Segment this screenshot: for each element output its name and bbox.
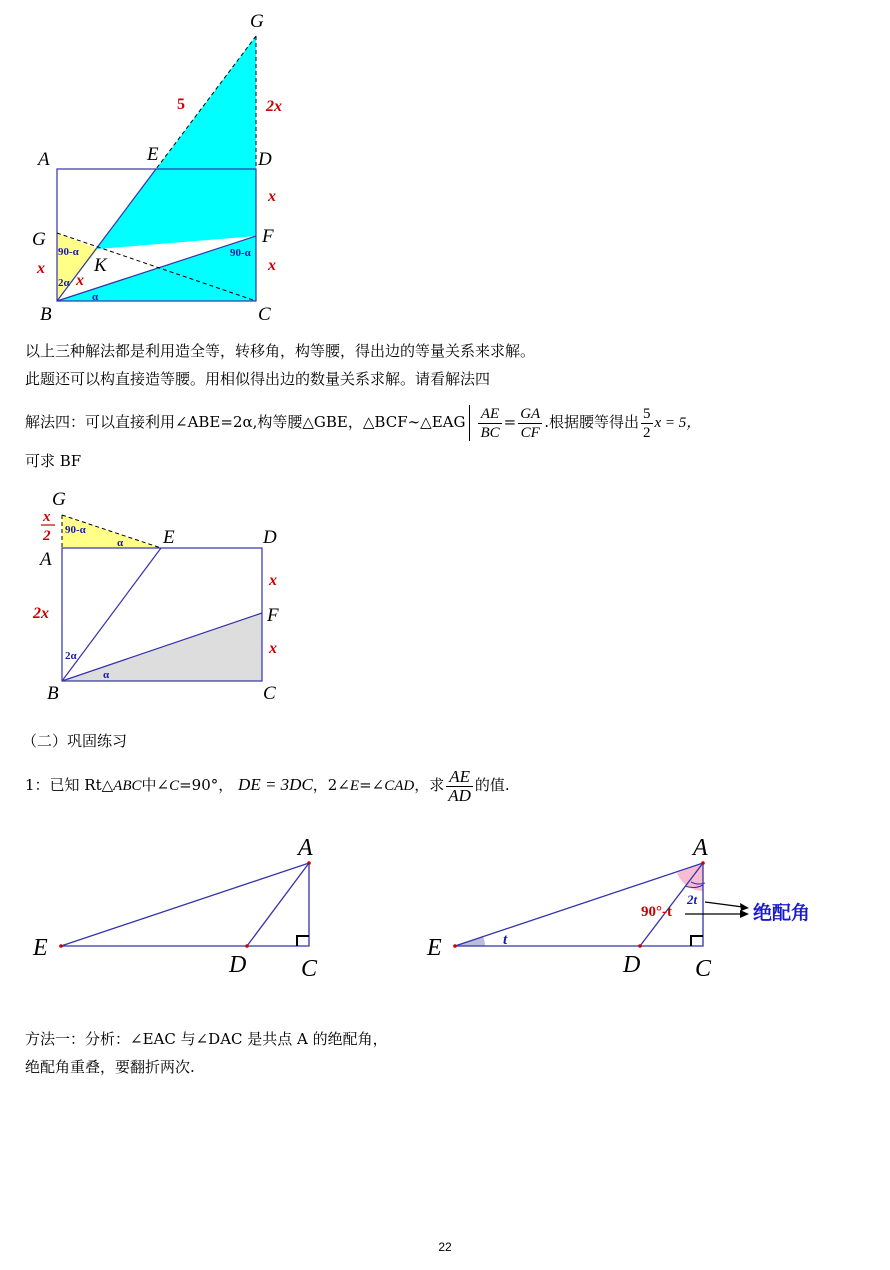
paragraph-2: 此题还可以构直接造等腰。用相似得出边的数量关系求解。请看解法四 xyxy=(25,370,491,388)
method-1-line-2: 绝配角重叠，要翻折两次. xyxy=(25,1058,195,1076)
fraction-ae-bc: $\frac{AE}{BC}$ xyxy=(480,405,500,441)
label-e-4: E xyxy=(427,935,442,961)
label-x-r2: x xyxy=(269,640,277,657)
label-90-t: 90°-t xyxy=(641,904,672,920)
q1-e: DE = 3DC xyxy=(238,775,313,794)
arrow-2-head xyxy=(740,910,749,918)
label-f: F xyxy=(262,226,274,247)
label-x-r1: x xyxy=(269,572,277,589)
dot-d xyxy=(245,944,249,948)
dot-e xyxy=(59,944,63,948)
q1-i: CAD xyxy=(384,778,415,794)
label-c-2: C xyxy=(263,683,276,704)
method-1-line-1: 方法一：分析：∠EAC 与∠DAC 是共点 A 的绝配角， xyxy=(25,1030,388,1048)
label-x-left: x xyxy=(37,260,45,277)
label-a: A xyxy=(38,149,50,170)
angle-a: α xyxy=(92,291,99,303)
q1-g: E xyxy=(349,778,360,794)
line-ad xyxy=(247,863,309,946)
q1-abc: ABC xyxy=(113,778,142,794)
dot-d-4 xyxy=(638,944,642,948)
right-angle-c-4 xyxy=(691,936,703,946)
paragraph-3 xyxy=(25,402,701,443)
q1-c: C xyxy=(169,778,180,794)
arrow-1-head xyxy=(740,903,749,911)
label-e: E xyxy=(147,144,159,165)
triangle-eac xyxy=(61,863,309,946)
label-x-mid: x xyxy=(76,272,84,289)
angle-a-bottom-2: α xyxy=(103,669,110,681)
angle-90a-left: 90-α xyxy=(58,246,79,258)
dot-e-4 xyxy=(453,944,457,948)
p3-text-b: .根据腰等得出 xyxy=(544,413,639,431)
label-d-2: D xyxy=(263,527,277,548)
fraction-5-2: $\frac{5}{2}$ xyxy=(643,405,651,441)
label-c-3: C xyxy=(301,956,318,980)
angle-2a: 2α xyxy=(58,277,70,289)
label-f-2: F xyxy=(267,605,279,626)
q1-a: 1：已知 Rt△ xyxy=(25,776,114,794)
paragraph-1: 以上三种解法都是利用造全等，转移角，构等腰，得出边的等量关系来求解。 xyxy=(25,342,536,360)
label-2x: 2x xyxy=(266,98,282,115)
p3-text-a: 解法四：可以直接利用∠ABE=2α,构等腰△GBE，△BCF∼△EAG xyxy=(25,413,466,431)
label-x-den: 2 xyxy=(43,528,51,544)
p3-text-c: x = 5， xyxy=(654,415,702,431)
label-five: 5 xyxy=(177,96,185,113)
label-c-4: C xyxy=(695,956,712,980)
dot-a xyxy=(307,861,311,865)
paragraph-4: 可求 BF xyxy=(25,452,82,470)
q1-j: ，求 xyxy=(414,776,445,794)
label-e-2: E xyxy=(163,527,175,548)
label-jue-pei-jiao: 绝配角 xyxy=(753,902,811,924)
dot-a-4 xyxy=(701,861,705,865)
fraction-ae-ad: $\frac{AE}{AD}$ xyxy=(448,766,471,805)
label-d: D xyxy=(258,149,272,170)
q1-b: 中∠ xyxy=(141,776,170,794)
question-1 xyxy=(25,762,510,809)
angle-2a-2: 2α xyxy=(65,650,77,662)
arrow-1-line xyxy=(705,902,743,907)
label-2x-2: 2x xyxy=(33,605,49,622)
label-k: K xyxy=(94,255,107,276)
label-g-2: G xyxy=(52,489,66,510)
label-g-left: G xyxy=(32,229,46,250)
p3-equals: = xyxy=(503,413,517,431)
label-d-3: D xyxy=(229,952,247,978)
label-a-2: A xyxy=(40,549,52,570)
label-x-right2: x xyxy=(268,257,276,274)
right-angle-c xyxy=(297,936,309,946)
page-number: 22 xyxy=(438,1240,452,1254)
label-x-right1: x xyxy=(268,188,276,205)
label-a-4: A xyxy=(693,835,708,861)
label-a-3: A xyxy=(298,835,313,861)
q1-h: =∠ xyxy=(359,776,385,794)
angle-90a-right: 90-α xyxy=(230,247,251,259)
figure-2 xyxy=(25,485,295,710)
figure-1 xyxy=(20,5,320,325)
section-heading: （二）巩固练习 xyxy=(22,732,128,750)
label-t: t xyxy=(503,932,508,948)
label-d-4: D xyxy=(623,952,641,978)
q1-d: =90°， xyxy=(179,776,234,794)
figure-3 xyxy=(25,830,345,980)
label-b: B xyxy=(40,304,52,325)
label-g-top: G xyxy=(250,11,264,32)
angle-90a-2: 90-α xyxy=(65,524,86,536)
figure-4 xyxy=(415,830,835,980)
angle-a-top-2: α xyxy=(117,537,124,549)
fraction-ga-cf: $\frac{GA}{CF}$ xyxy=(520,405,541,441)
label-2t: 2t xyxy=(687,892,698,907)
q1-f: ，2∠ xyxy=(312,776,350,794)
label-x-num: x xyxy=(43,509,51,525)
label-e-3: E xyxy=(33,935,48,961)
label-b-2: B xyxy=(47,683,59,704)
label-c: C xyxy=(258,304,271,325)
q1-k: 的值. xyxy=(474,776,510,794)
